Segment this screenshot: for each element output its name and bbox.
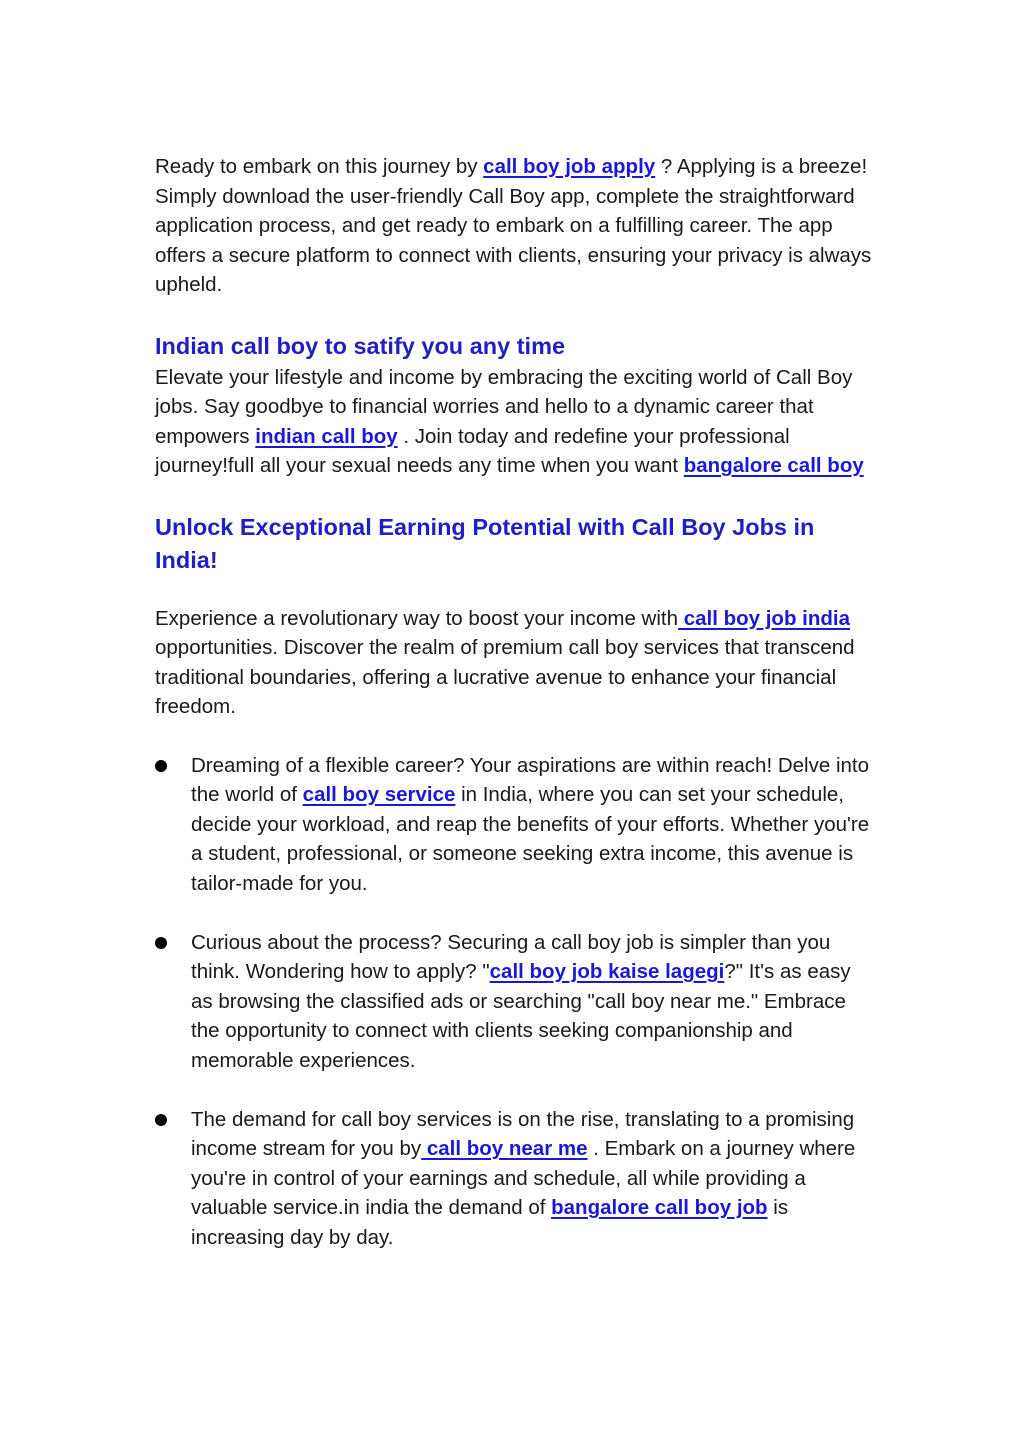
bullet-2-text-2: ?" It's as easy as browsing the classified ads or searching "call boy near me." Embrace the opportunity to connect with clients seeking companionship and memorable experiences. (191, 960, 851, 1072)
intro-paragraph (155, 152, 875, 300)
list-item (155, 928, 875, 1076)
link-bangalore-call-boy[interactable]: bangalore call boy (683, 454, 864, 477)
list-item (155, 751, 875, 899)
heading-unlock-earning: Unlock Exceptional Earning Potential with Call Boy Jobs in India! (155, 513, 815, 573)
indian-text-2: . Join today and redefine your professional journey!full all your sexual needs any time when you want (155, 424, 790, 477)
heading-indian-call-boy: Indian call boy to satify you any time (155, 332, 566, 359)
experience-paragraph (155, 604, 875, 722)
bullet-icon (155, 1114, 167, 1126)
bullet-1-text-2: in India, where you can set your schedule, decide your workload, and reap the benefits of your efforts. Whether you're a student, professional, or someone seeking extra income, this avenue is tailor-made for you. (191, 783, 870, 895)
indian-paragraph (155, 363, 875, 481)
bullet-3-text-2: . Embark on a journey where you're in control of your earnings and schedule, all while providing a valuable service.in india the demand of (191, 1137, 856, 1219)
link-call-boy-job-apply[interactable]: call boy job apply (483, 155, 656, 178)
bullet-2-text-1: Curious about the process? Securing a call boy job is simpler than you think. Wondering how to apply? " (191, 930, 831, 983)
intro-text-1: Ready to embark on this journey by (155, 155, 484, 178)
experience-text-2: opportunities. Discover the realm of premium call boy services that transcend traditional boundaries, offering a lucrative avenue to enhance your financial freedom. (155, 636, 855, 718)
bullet-3-text-3: is increasing day by day. (191, 1196, 789, 1249)
link-call-boy-job-india[interactable]: call boy job india (678, 606, 851, 630)
link-call-boy-job-kaise-lagegi[interactable]: call boy job kaise lagegi (489, 960, 725, 983)
bullet-1-text-1: Dreaming of a flexible career? Your aspirations are within reach! Delve into the world of (191, 753, 870, 806)
experience-text-1: Experience a revolutionary way to boost your income with (155, 606, 679, 630)
list-item (155, 1105, 875, 1253)
bullet-3-text-1: The demand for call boy services is on the rise, translating to a promising income stream for you by (191, 1107, 855, 1160)
document-content (155, 152, 875, 1282)
link-call-boy-service[interactable]: call boy service (302, 783, 456, 806)
link-indian-call-boy[interactable]: indian call boy (255, 424, 398, 448)
bullet-list (155, 751, 875, 1253)
bullet-icon (155, 760, 167, 772)
bullet-icon (155, 937, 167, 949)
intro-text-2: ? Applying is a breeze! Simply download the user-friendly Call Boy app, complete the straightforward application process, and get ready to embark on a fulfilling career. The app offers a secure platform to connect with clients, ensuring your privacy is always upheld. (155, 155, 872, 296)
link-bangalore-call-boy-job[interactable]: bangalore call boy job (551, 1196, 768, 1219)
indian-text-1: Elevate your lifestyle and income by embracing the exciting world of Call Boy jobs. Say goodbye to financial worries and hello to a dynamic career that empowers (155, 365, 853, 448)
link-call-boy-near-me[interactable]: call boy near me (421, 1137, 588, 1160)
